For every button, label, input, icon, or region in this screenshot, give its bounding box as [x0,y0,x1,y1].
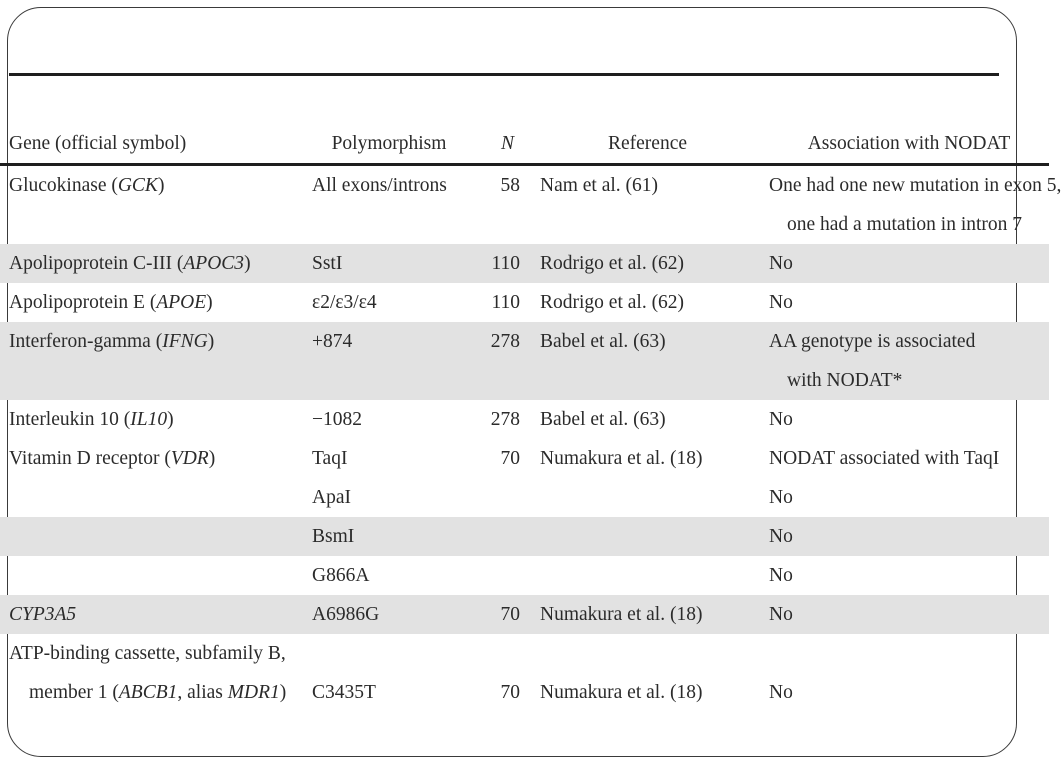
table-row [0,595,1049,634]
association-cell: No [769,409,793,430]
association-cell: No [755,595,1049,634]
gene-cell: Vitamin D receptor (VDR) [9,448,216,469]
top-rule [9,73,999,76]
polymorphism-cell: ApaI [312,487,351,508]
association-cell: No [769,487,793,508]
polymorphism-cell: A6986G [309,595,469,634]
n-cell [469,478,520,517]
header-association: Association with NODAT [755,124,1049,165]
header-reference: Reference [520,124,755,165]
gene-cell [0,478,309,517]
association-cell: No [769,292,793,313]
n-cell: 70 [500,448,520,469]
table-row [0,517,1049,556]
n-cell: 278 [469,322,520,400]
table-row [0,165,1049,245]
reference-cell: Numakura et al. (18) [540,448,703,469]
reference-cell: Numakura et al. (18) [520,595,755,634]
nodat-gene-table [0,124,1061,712]
polymorphism-cell: +874 [309,322,469,400]
gene-cell: Glucokinase (GCK) [9,175,165,196]
association-cell: NODAT associated with TaqI [769,448,1000,469]
table-header-row [0,124,1049,165]
gene-cell: CYP3A5 [0,595,309,634]
reference-cell [520,478,755,517]
n-cell [469,517,520,556]
polymorphism-cell: SstI [309,244,469,283]
reference-cell [520,556,755,595]
association-cell: No [755,517,1049,556]
reference-cell [520,517,755,556]
gene-cell: Apolipoprotein C-III (APOC3) [0,244,309,283]
gene-cell [0,517,309,556]
n-cell: 70 [500,682,520,703]
reference-cell: Rodrigo et al. (62) [520,244,755,283]
reference-cell: Rodrigo et al. (62) [540,292,685,313]
gene-cell: Interferon-gamma (IFNG) [0,322,309,400]
polymorphism-cell: −1082 [312,409,362,430]
header-polymorphism: Polymorphism [309,124,469,165]
association-cell: One had one new mutation in exon 5, one had a mutation in intron 7 [769,175,1061,235]
n-cell: 278 [490,409,520,430]
table-row [0,439,1049,478]
association-cell: AA genotype is associated with NODAT* [755,322,1049,400]
gene-cell: Apolipoprotein E (APOE) [9,292,213,313]
polymorphism-cell: TaqI [312,448,348,469]
gene-cell: ATP-binding cassette, subfamily B, member 1 (ABCB1, alias MDR1) [9,643,287,703]
n-cell [469,556,520,595]
n-cell: 58 [500,175,520,196]
n-cell: 110 [491,292,520,313]
reference-cell: Babel et al. (63) [520,322,755,400]
gene-cell: Interleukin 10 (IL10) [9,409,174,430]
reference-cell: Numakura et al. (18) [540,682,703,703]
table-row [0,244,1049,283]
table-row [0,556,1049,595]
polymorphism-cell: BsmI [309,517,469,556]
table-row [0,478,1049,517]
table-row [0,322,1049,400]
polymorphism-cell: C3435T [312,682,376,703]
header-gene: Gene (official symbol) [0,124,309,165]
polymorphism-cell: ε2/ε3/ε4 [312,292,377,313]
reference-cell: Babel et al. (63) [540,409,666,430]
association-cell: No [769,682,793,703]
table-row [0,283,1049,322]
n-cell: 70 [469,595,520,634]
n-cell: 110 [469,244,520,283]
association-cell: No [755,244,1049,283]
reference-cell: Nam et al. (61) [540,175,659,196]
association-cell: No [769,565,793,586]
table-row [0,400,1049,439]
header-n: N [469,124,520,165]
polymorphism-cell: All exons/introns [312,175,447,196]
gene-cell [0,556,309,595]
polymorphism-cell: G866A [312,565,370,586]
table-row [0,634,1049,712]
